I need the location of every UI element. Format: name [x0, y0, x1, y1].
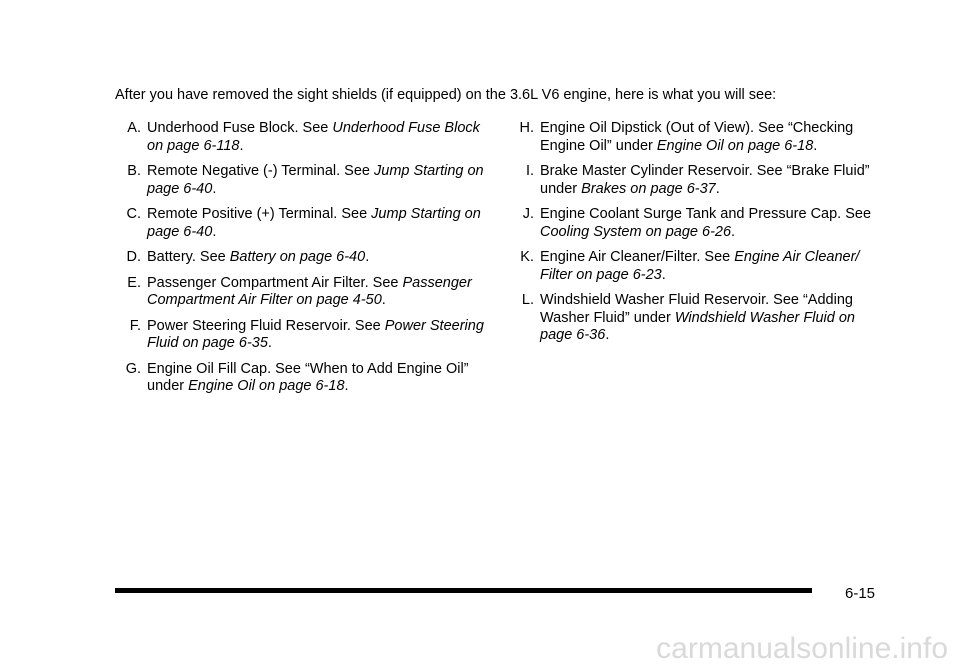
callout-item	[508, 292, 878, 345]
callout-item	[115, 206, 485, 241]
callout-text: Underhood Fuse Block. See	[147, 120, 333, 136]
cross-reference-link[interactable]: Windshield Washer Fluid on page 6‑36	[540, 309, 855, 343]
callout-letter: F.	[129, 317, 141, 334]
callout-letter: E.	[127, 274, 141, 291]
callout-text: Engine Coolant Surge Tank and Pressure Cap. See	[540, 206, 872, 222]
cross-reference-link[interactable]: Engine Oil on page 6‑18	[656, 137, 814, 154]
callout-end-punct: .	[661, 266, 666, 283]
callout-text: Battery. See	[147, 249, 230, 265]
callout-end-punct: .	[212, 180, 217, 197]
callout-text: Remote Negative (-) Terminal. See	[147, 163, 374, 179]
callout-item	[115, 361, 485, 396]
callout-item	[508, 120, 878, 155]
callout-text: Engine Oil Fill Cap. See “When to Add Engine Oil” under	[147, 360, 469, 394]
callout-item	[115, 163, 485, 198]
cross-reference-link[interactable]: Engine Oil on page 6‑18	[188, 378, 345, 394]
callout-text: Engine Air Cleaner/Filter. See	[540, 249, 735, 265]
callout-text: Power Steering Fluid Reservoir. See	[147, 317, 385, 334]
callout-end-punct: .	[605, 327, 610, 343]
callout-item	[508, 249, 878, 284]
footer-rule	[115, 588, 812, 593]
callout-end-punct: .	[381, 292, 386, 308]
intro-paragraph: After you have removed the sight shields (if equipped) on the 3.6L V6 engine, here is what you will see:	[115, 87, 777, 103]
callout-text: Brake Master Cylinder Reservoir. See “Brake Fluid” under	[540, 163, 870, 197]
callout-letter: L.	[521, 292, 534, 308]
callout-text: Passenger Compartment Air Filter. See	[147, 274, 403, 291]
cross-reference-link[interactable]: Passenger Compartment Air Filter on page 4‑50	[147, 274, 472, 308]
callout-list-left	[115, 120, 485, 404]
cross-reference-link[interactable]: Underhood Fuse Block on page 6‑118	[147, 120, 480, 154]
callout-letter: J.	[522, 206, 534, 222]
callout-text: Windshield Washer Fluid Reservoir. See “Adding Washer Fluid” under	[540, 292, 853, 326]
callout-end-punct: .	[212, 223, 217, 240]
callout-item	[115, 318, 485, 353]
callout-end-punct: .	[239, 137, 244, 154]
callout-letter: H.	[519, 120, 534, 136]
callout-end-punct: .	[365, 249, 370, 265]
cross-reference-link[interactable]: Battery on page 6‑40	[229, 249, 366, 265]
callout-end-punct: .	[731, 223, 736, 240]
callout-item	[115, 120, 485, 155]
callout-end-punct: .	[267, 335, 272, 351]
watermark: carmanualsonline.info	[656, 632, 948, 665]
callout-letter: A.	[127, 120, 141, 136]
callout-letter: D.	[126, 249, 141, 265]
callout-end-punct: .	[344, 378, 349, 394]
cross-reference-link[interactable]: Jump Starting on page 6‑40	[147, 163, 484, 197]
callout-item	[115, 275, 485, 310]
callout-letter: G.	[125, 360, 141, 377]
callout-end-punct: .	[813, 137, 818, 154]
cross-reference-link[interactable]: Engine Air Cleaner/ Filter on page 6‑23	[540, 249, 860, 283]
callout-letter: K.	[520, 249, 534, 265]
callout-list-right	[508, 120, 878, 353]
callout-item	[508, 206, 878, 241]
cross-reference-link[interactable]: Jump Starting on page 6‑40	[147, 206, 481, 240]
callout-letter: C.	[126, 206, 141, 222]
callout-text: Engine Oil Dipstick (Out of View). See “Checking Engine Oil” under	[540, 120, 854, 154]
cross-reference-link[interactable]: Power Steering Fluid on page 6‑35	[147, 317, 484, 351]
callout-letter: B.	[127, 163, 141, 179]
callout-item	[508, 163, 878, 198]
callout-end-punct: .	[715, 180, 720, 197]
callout-item	[115, 249, 485, 267]
cross-reference-link[interactable]: Cooling System on page 6‑26	[540, 223, 732, 240]
page-number: 6-15	[845, 585, 876, 602]
callout-text: Remote Positive (+) Terminal. See	[147, 206, 372, 222]
cross-reference-link[interactable]: Brakes on page 6‑37	[581, 180, 716, 197]
callout-letter: I.	[525, 163, 534, 179]
